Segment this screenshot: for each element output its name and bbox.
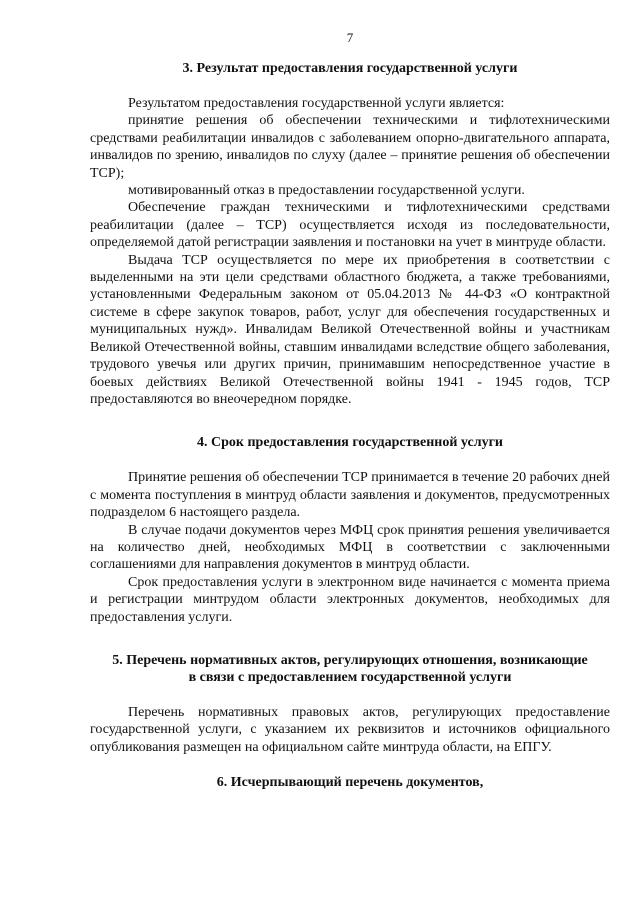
section-3 bbox=[90, 60, 610, 408]
section-6 bbox=[90, 774, 610, 791]
paragraph: Срок предоставления услуги в электронном виде начинается с момента приема и регистрации минтрудом области электронных документов, необходимых для предоставления услуги. bbox=[90, 574, 610, 625]
section-heading: 6. Исчерпывающий перечень документов, bbox=[216, 775, 484, 791]
paragraph: Перечень нормативных правовых актов, регулирующих предоставление государственной услуги, с указанием их реквизитов и источников официального опубликования размещен на официальном сайте минтруда области, на ЕПГУ. bbox=[90, 704, 610, 755]
section-5 bbox=[90, 652, 610, 756]
paragraph: В случае подачи документов через МФЦ срок принятия решения увеличивается на количество дней, необходимых МФЦ в соответствии с заключенными соглашениями для направления документов в минтруд области. bbox=[90, 522, 610, 573]
section-heading: 4. Срок предоставления государственной услуги bbox=[197, 435, 503, 451]
paragraph: Принятие решения об обеспечении ТСР принимается в течение 20 рабочих дней с момента поступления в минтруд области заявления и документов, предусмотренных подразделом 6 настоящего раздела. bbox=[90, 470, 610, 521]
page-number: 7 bbox=[346, 30, 354, 45]
section-4 bbox=[90, 434, 610, 626]
paragraph: принятие решения об обеспечении техническими и тифлотехническими средствами реабилитации инвалидов с заболеванием опорно-двигательного аппарата, инвалидов по зрению, инвалидов по слуху (далее – принятие решения об обеспечении ТСР); bbox=[90, 113, 610, 181]
paragraph: мотивированный отказ в предоставлении государственной услуги. bbox=[128, 183, 525, 199]
section-heading: 3. Результат предоставления государственной услуги bbox=[182, 61, 518, 76]
paragraph: Обеспечение граждан техническими и тифлотехническими средствами реабилитации (далее – ТСР) осуществляется исходя из последовательности, определяемой датой регистрации заявления и постановки на учет в минтруде области. bbox=[90, 200, 610, 251]
section-heading-line-2: в связи с предоставлением государственной услуги bbox=[188, 669, 512, 685]
section-heading-line-1: 5. Перечень нормативных актов, регулирующих отношения, возникающие bbox=[112, 652, 588, 668]
document-page bbox=[90, 30, 610, 791]
paragraph: Результатом предоставления государственной услуги является: bbox=[128, 96, 505, 111]
paragraph: Выдача ТСР осуществляется по мере их приобретения в соответствии с выделенными на эти цели средствами областного бюджета, а также требованиями, установленными Федеральным законом от 05.04.2013 № 44-ФЗ «О контрактной системе в сфере закупок товаров, работ, услуг для обеспечения государственных и муниципальных нужд». Инвалидам Великой Отечественной войны и участникам Великой Отечественной войны, ставшим инвалидами вследствие общего заболевания, трудового увечья или других причин, принимавшим непосредственное участие в боевых действиях Великой Отечественной войны 1941 - 1945 годов, ТСР предоставляются во внеочередном порядке. bbox=[90, 252, 610, 407]
